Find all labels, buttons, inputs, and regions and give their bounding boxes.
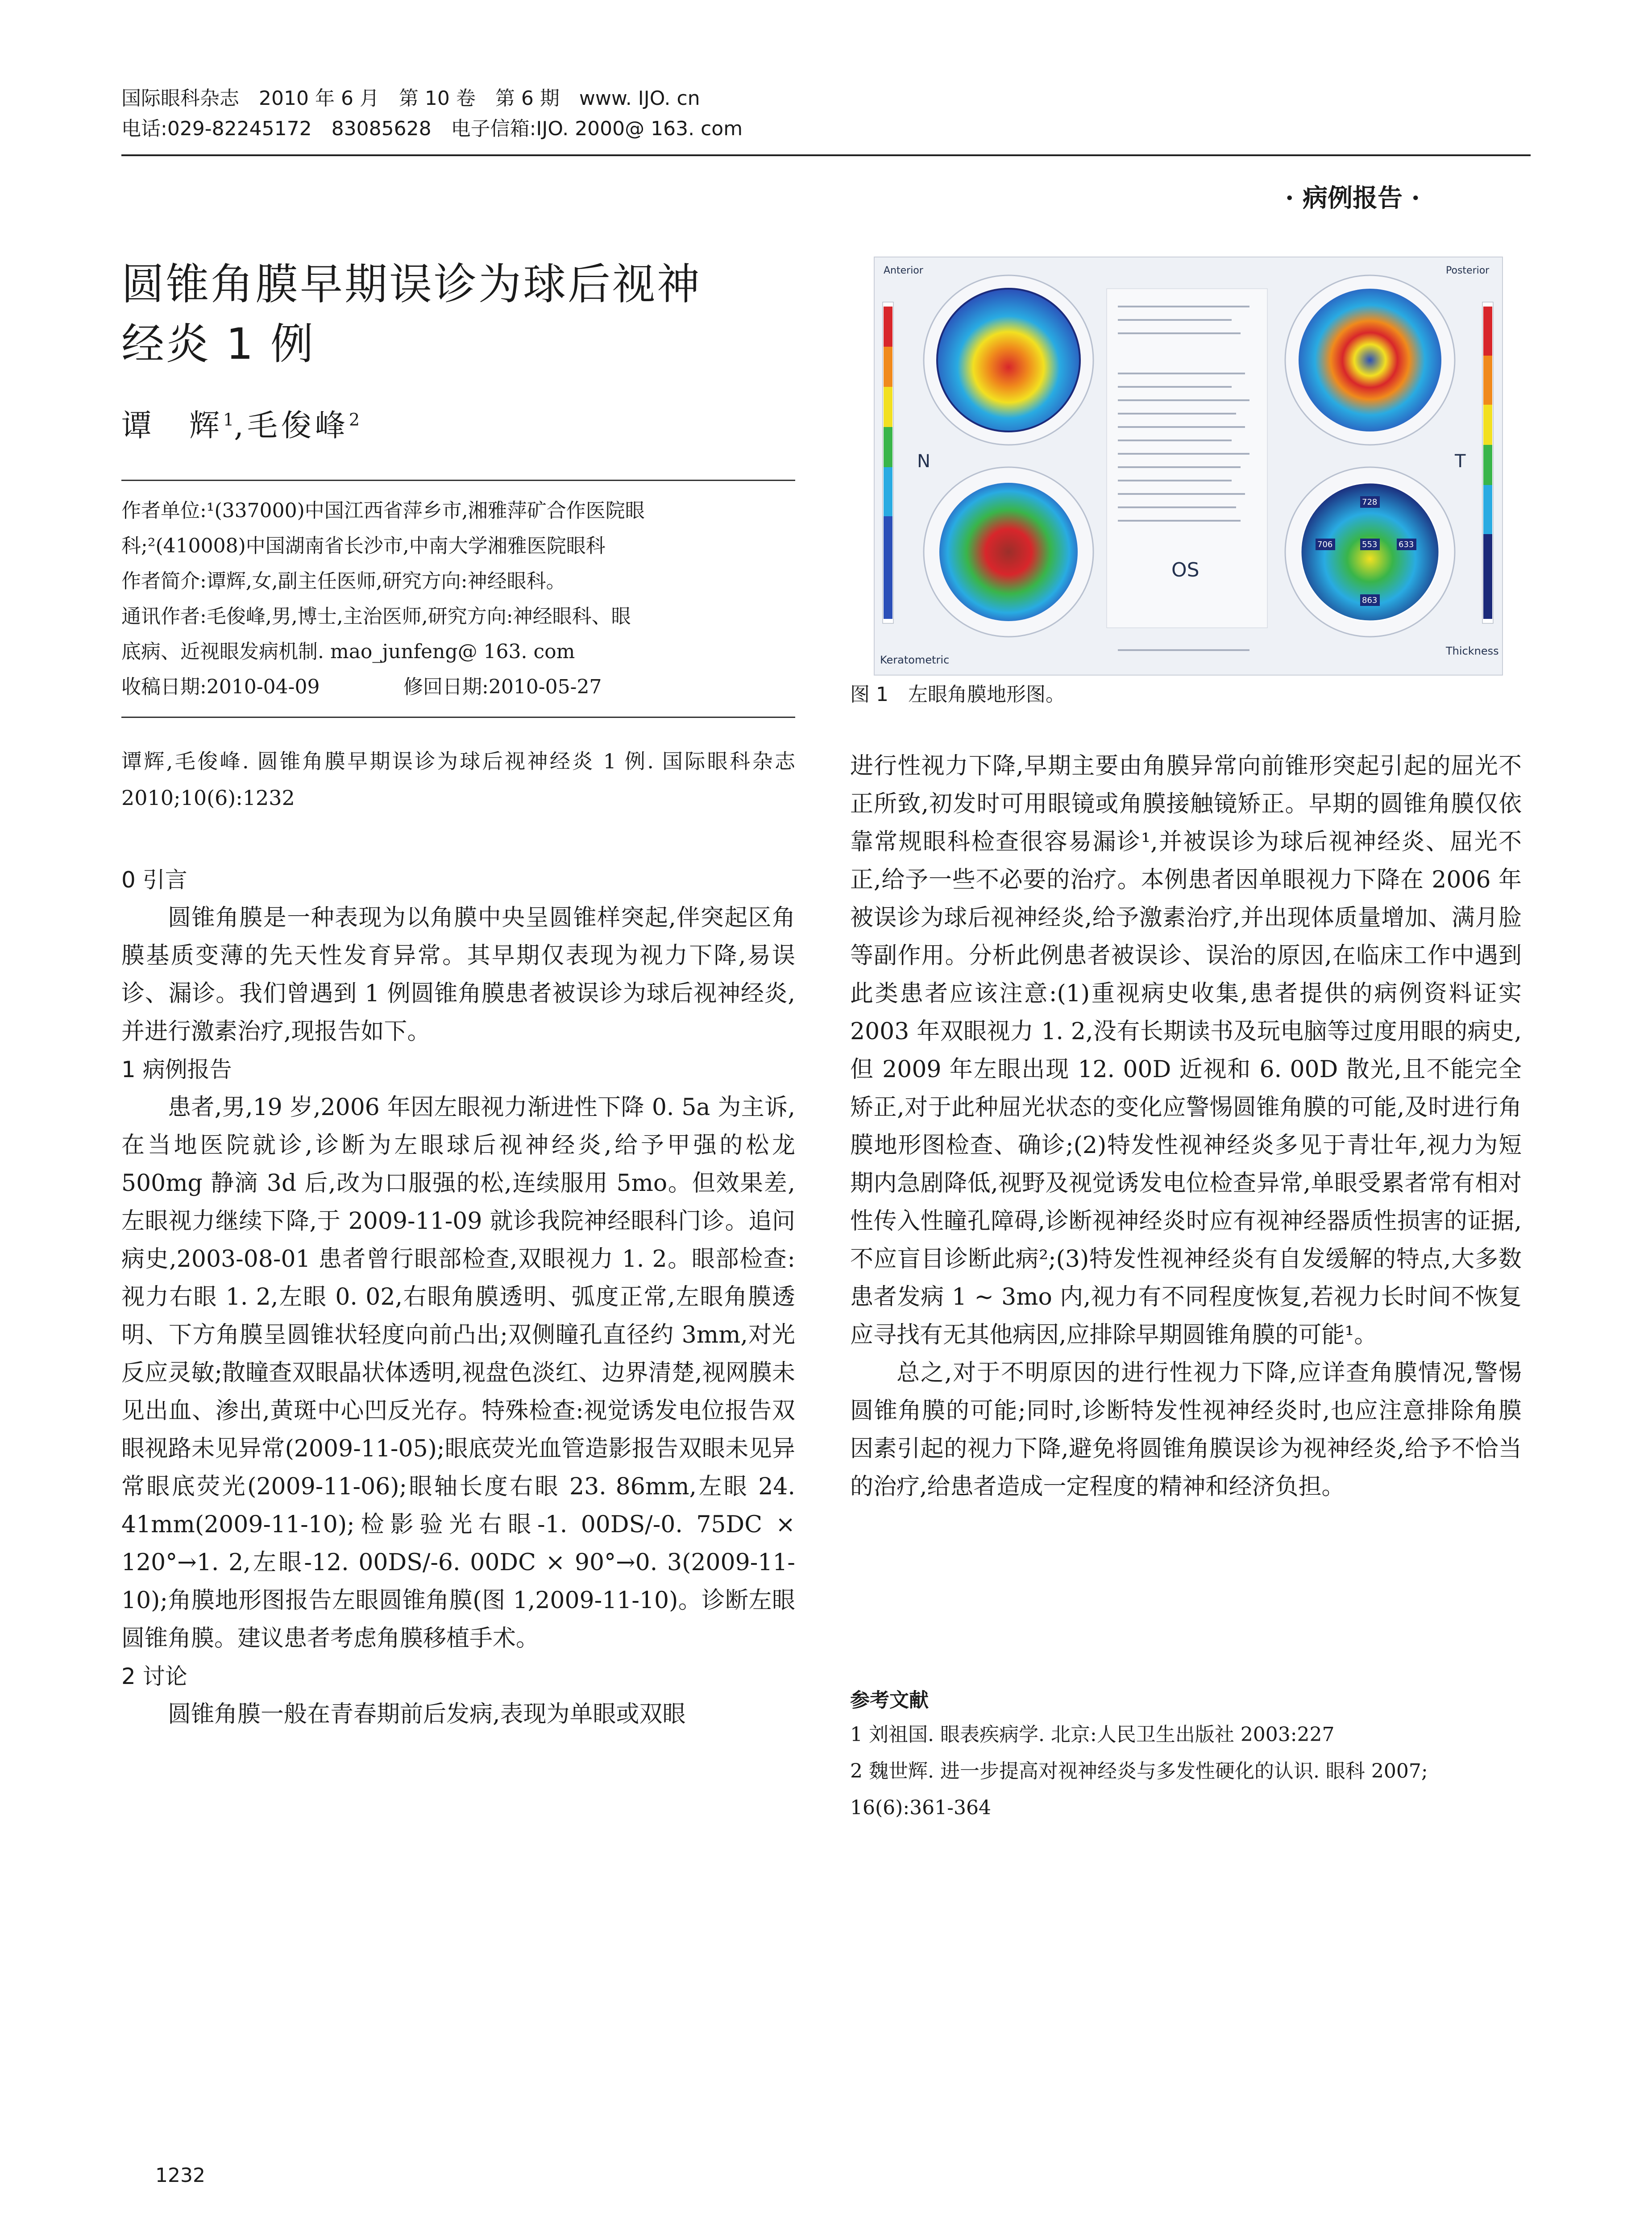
reference-2-cont: 16(6):361-364 [850,1796,991,1819]
right-color-scale [1482,302,1493,623]
title-line-2: 经炎 1 例 [121,319,315,369]
journal-header-line2: 电话:029-82245172 83085628 电子信箱:IJO. 2000@ 163. com [121,117,743,140]
author-info-line: 作者简介:谭辉,女,副主任医师,研究方向:神经眼科。 [121,570,566,593]
paragraph: 患者,男,19 岁,2006 年因左眼视力渐进性下降 0. 5a 为主诉,在当地医院就诊,诊断为左眼球后视神经炎,给予甲强的松龙 500mg 静滴 3d 后,改为口服强的松,连续服用 5mo。但效果差,左眼视力继续下降,于 2009-11-09 就诊我院神经眼科门诊。追问病史,2003-08-01 患者曾行眼部检查,双眼视力 1. 2。眼部检查:视力右眼 1. 2,左眼 0. 02,右眼角膜透明、弧度正常,左眼角膜透明、下方角膜呈圆锥状轻度向前凸出;双侧瞳孔直径约 3mm,对光反应灵敏;散瞳查双眼晶状体透明,视盘色淡红、边界清楚,视网膜未见出血、渗出,黄斑中心凹反光存。特殊检查:视觉诱发电位报告双眼视路未见异常(2009-11-05);眼底荧光血管造影报告双眼未见异常眼底荧光(2009-11-06);眼轴长度右眼 23. 86mm,左眼 24. 41mm(2009-11-10);检影验光右眼-1. 00DS/-0. 75DC × 120°→1. 2,左眼-12. 00DS/-6. 00DC × 90°→0. 3(2009-11-10);角膜地形图报告左眼圆锥角膜(图 1,2009-11-10)。诊断左眼圆锥角膜。建议患者考虑角膜移植手术。 [121,1094,795,1652]
anterior-elevation-map [924,275,1093,445]
revised-date: 修回日期:2010-05-27 [403,676,602,698]
section-tag: · 病例报告 · [1285,183,1420,213]
author-2-affil: 2 [349,410,360,430]
page-number: 1232 [155,2164,205,2187]
paragraph: 总之,对于不明原因的进行性视力下降,应详查角膜情况,警惕圆锥角膜的可能;同时,诊断特发性视神经炎时,也应注意排除角膜因素引起的视力下降,避免将圆锥角膜误诊为视神经炎,给予不恰当的治疗,给患者造成一定程度的精神和经济负担。 [850,1360,1522,1500]
meta-top-rule [121,480,795,481]
label-thickness: Thickness [1446,645,1499,657]
paragraph: 圆锥角膜是一种表现为以角膜中央呈圆锥样突起,伴突起区角膜基质变薄的先天性发育异常。其早期仅表现为视力下降,易误诊、漏诊。我们曾遇到 1 例圆锥角膜患者被误诊为球后视神经炎,并进行激素治疗,现报告如下。 [121,904,795,1045]
label-temporal: T [1455,451,1466,472]
right-column [850,747,1522,1506]
keratometric-map [924,467,1093,637]
topography-map-svg [875,257,1502,675]
reference-1: 1 刘祖国. 眼表疾病学. 北京:人民卫生出版社 2003:227 [850,1723,1335,1746]
citation: 谭辉,毛俊峰. 圆锥角膜早期误诊为球后视神经炎 1 例. 国际眼科杂志 2010;10(6):1232 [121,749,795,810]
reference-2: 2 魏世辉. 进一步提高对视神经炎与多发性硬化的认识. 眼科 2007; [850,1760,1428,1783]
journal-header-line1: 国际眼科杂志 2010 年 6 月 第 10 卷 第 6 期 www. IJO. cn [121,87,700,110]
author-separator: , [234,408,247,444]
author-1-affil: 1 [223,410,234,430]
label-keratometric: Keratometric [880,654,950,666]
thickness-value-left: 706 [1317,540,1333,549]
paragraph: 圆锥角膜一般在青春期前后发病,表现为单眼或双眼 [168,1701,686,1728]
author-info-line: 通讯作者:毛俊峰,男,博士,主治医师,研究方向:神经眼科、眼 [121,605,631,628]
label-posterior: Posterior [1446,265,1490,276]
thickness-map [1285,467,1455,637]
article-title [121,254,826,374]
label-nasal: N [917,451,930,472]
posterior-elevation-map [1285,275,1455,445]
label-eye: OS [1171,559,1200,581]
data-panel [1107,289,1267,650]
thickness-value-center: 553 [1362,540,1378,549]
thickness-value-top: 728 [1362,498,1378,507]
thickness-value-bottom: 863 [1362,596,1378,605]
meta-bottom-rule [121,717,795,718]
references-heading: 参考文献 [850,1689,929,1712]
references [850,1684,1522,1826]
section-heading: 2 讨论 [121,1663,187,1689]
left-color-scale [883,302,893,623]
corneal-topography-figure [874,257,1503,676]
author-info-line: 科;²(410008)中国湖南省长沙市,中南大学湘雅医院眼科 [121,535,606,557]
author-info-line: 底病、近视眼发病机制. mao_junfeng@ 163. com [121,640,575,663]
figure-caption: 图 1 左眼角膜地形图。 [850,683,1065,706]
author-2: 毛俊峰 [247,408,349,444]
author-1: 谭 辉 [121,408,224,444]
author-info-block [121,493,795,669]
left-column [121,861,795,1733]
header-rule [121,154,1531,156]
section-heading: 1 病例报告 [121,1057,232,1082]
author-info-line: 作者单位:¹(337000)中国江西省萍乡市,湘雅萍矿合作医院眼 [121,499,645,522]
paragraph: 进行性视力下降,早期主要由角膜异常向前锥形突起引起的屈光不正所致,初发时可用眼镜或角膜接触镜矫正。早期的圆锥角膜仅依靠常规眼科检查很容易漏诊¹,并被误诊为球后视神经炎、屈光不正,给予一些不必要的治疗。本例患者因单眼视力下降在 2006 年被误诊为球后视神经炎,给予激素治疗,并出现体质量增加、满月脸等副作用。分析此例患者被误诊、误治的原因,在临床工作中遇到此类患者应该注意:(1)重视病史收集,患者提供的病例资料证实 2003 年双眼视力 1. 2,没有长期读书及玩电脑等过度用眼的病史,但 2009 年左眼出现 12. 00D 近视和 6. 00D 散光,且不能完全矫正,对于此种屈光状态的变化应警惕圆锥角膜的可能,及时进行角膜地形图检查、确诊;(2)特发性视神经炎多见于青壮年,视力为短期内急剧降低,视野及视觉诱发电位检查异常,单眼受累者常有相对性传入性瞳孔障碍,诊断视神经炎时应有视神经器质性损害的证据,不应盲目诊断此病²;(3)特发性视神经炎有自发缓解的特点,大多数患者发病 1 ~ 3mo 内,视力有不同程度恢复,若视力长时间不恢复应寻找有无其他病因,应排除早期圆锥角膜的可能¹。 [850,753,1522,1348]
received-date: 收稿日期:2010-04-09 [121,676,320,698]
thickness-value-right: 633 [1399,540,1414,549]
author-line [121,402,360,445]
title-line-1: 圆锥角膜早期误诊为球后视神 [121,259,701,309]
label-anterior: Anterior [884,265,923,276]
section-heading: 0 引言 [121,867,187,893]
